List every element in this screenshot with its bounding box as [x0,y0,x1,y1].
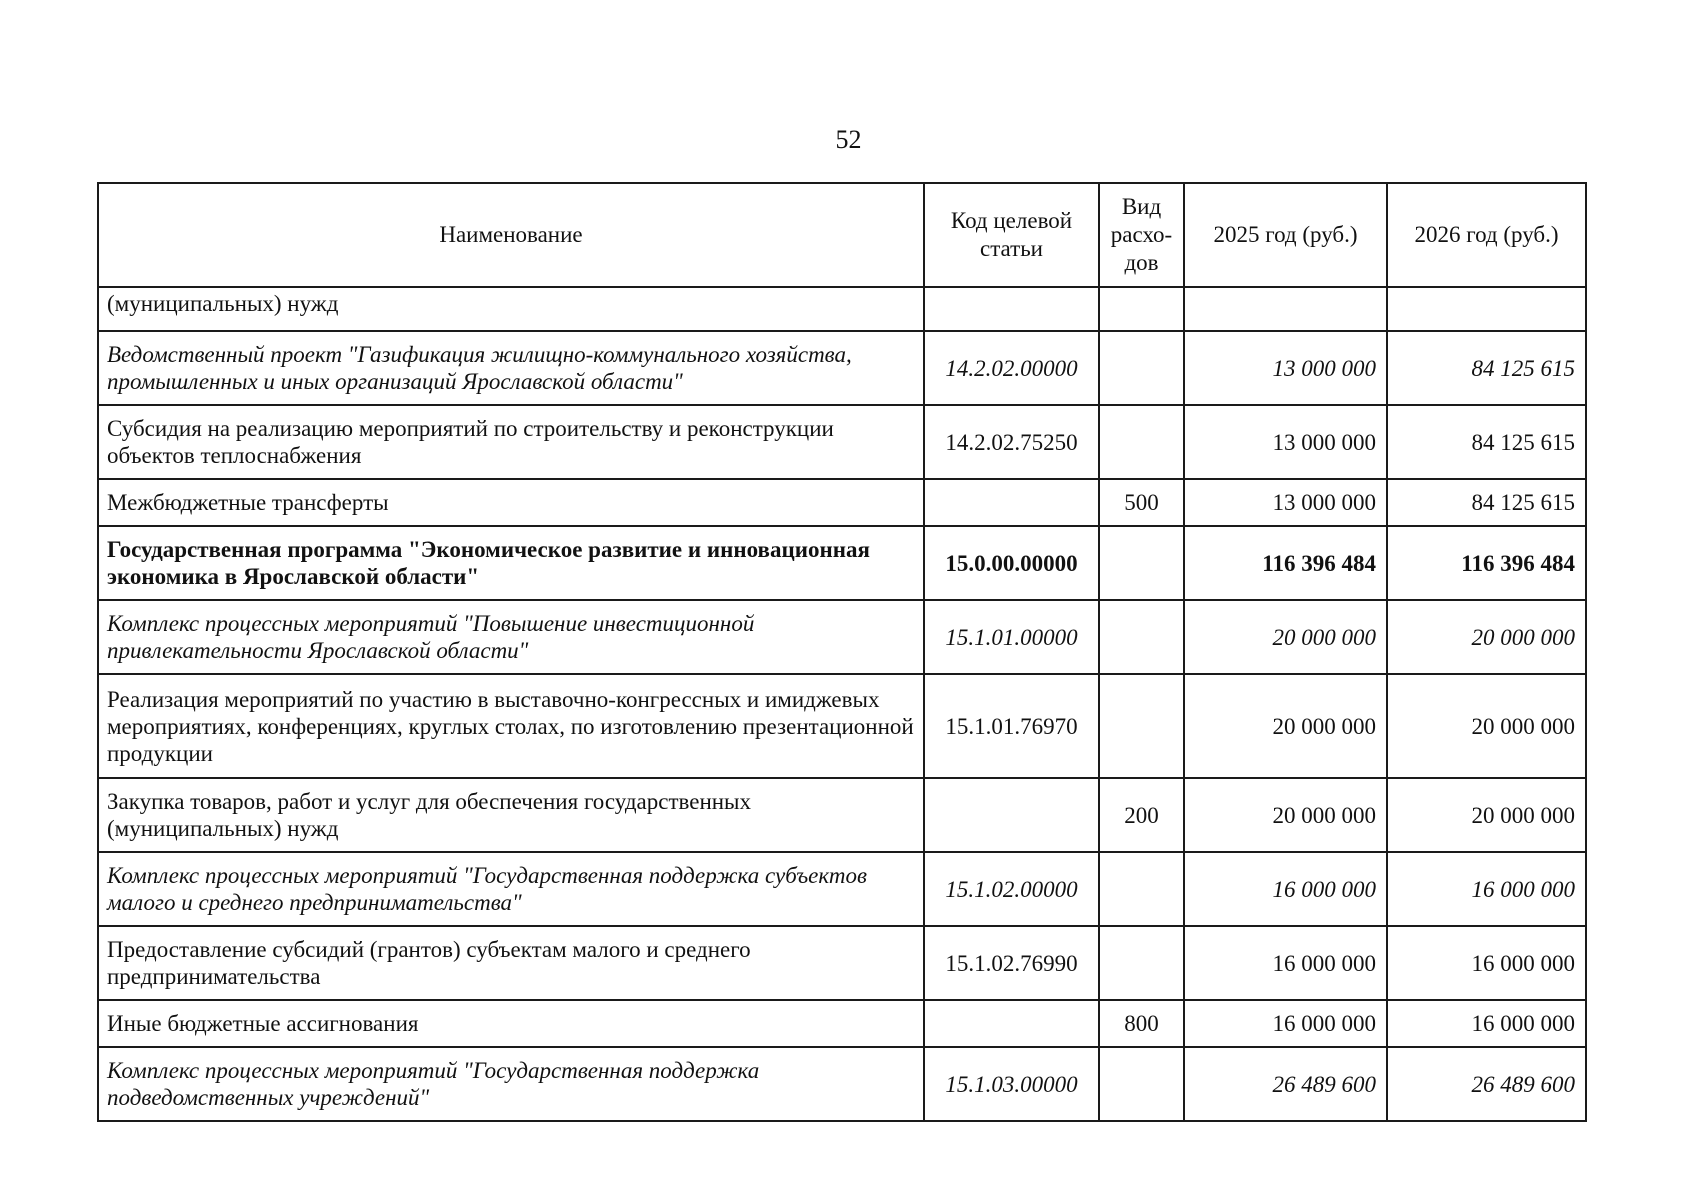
header-2025: 2025 год (руб.) [1184,183,1387,287]
header-type: Вид расхо-дов [1099,183,1184,287]
row-2026: 84 125 615 [1387,405,1586,479]
row-2026: 20 000 000 [1387,778,1586,852]
row-code: 15.1.02.00000 [924,852,1099,926]
row-type [1099,926,1184,1000]
row-2026 [1387,287,1586,331]
table-row [98,405,1586,479]
table-row [98,1047,1586,1121]
row-2025: 26 489 600 [1184,1047,1387,1121]
row-code [924,287,1099,331]
page-number: 52 [835,125,862,154]
row-type: 500 [1099,479,1184,526]
row-2026: 20 000 000 [1387,674,1586,778]
row-2026: 84 125 615 [1387,331,1586,405]
row-2026: 26 489 600 [1387,1047,1586,1121]
row-2025: 20 000 000 [1184,600,1387,674]
row-type [1099,852,1184,926]
row-2026: 20 000 000 [1387,600,1586,674]
row-type [1099,526,1184,600]
row-code [924,1000,1099,1047]
row-2025: 13 000 000 [1184,479,1387,526]
row-2026: 84 125 615 [1387,479,1586,526]
row-name: Реализация мероприятий по участию в выставочно-конгрессных и имиджевых мероприятиях, конференциях, круглых столах, по изготовлению презентационной продукции [98,674,924,778]
row-name: Комплекс процессных мероприятий "Государственная поддержка субъектов малого и среднего предпринимательства" [98,852,924,926]
row-name: Предоставление субсидий (грантов) субъектам малого и среднего предпринимательства [98,926,924,1000]
row-code [924,479,1099,526]
row-code: 15.1.01.76970 [924,674,1099,778]
row-name: Государственная программа "Экономическое развитие и инновационная экономика в Ярославской области" [98,526,924,600]
row-2025: 16 000 000 [1184,1000,1387,1047]
row-2025: 13 000 000 [1184,405,1387,479]
table-row [98,600,1586,674]
row-2025: 20 000 000 [1184,674,1387,778]
table-row [98,852,1586,926]
row-type [1099,674,1184,778]
row-code: 15.1.02.76990 [924,926,1099,1000]
table-row [98,1000,1586,1047]
header-name: Наименование [98,183,924,287]
row-code: 15.0.00.00000 [924,526,1099,600]
row-name: (муниципальных) нужд [98,287,924,331]
table-header-row [98,183,1586,287]
row-2025 [1184,287,1387,331]
row-2025: 116 396 484 [1184,526,1387,600]
row-code: 14.2.02.75250 [924,405,1099,479]
table-row [98,926,1586,1000]
header-code: Код целевой статьи [924,183,1099,287]
row-name: Межбюджетные трансферты [98,479,924,526]
table-row [98,674,1586,778]
row-name: Комплекс процессных мероприятий "Государственная поддержка подведомственных учреждений" [98,1047,924,1121]
table-row [98,526,1586,600]
table-row [98,331,1586,405]
row-name: Ведомственный проект "Газификация жилищно-коммунального хозяйства, промышленных и иных организаций Ярославской области" [98,331,924,405]
row-2026: 16 000 000 [1387,852,1586,926]
row-2026: 16 000 000 [1387,1000,1586,1047]
table-row [98,778,1586,852]
row-type [1099,287,1184,331]
row-type [1099,405,1184,479]
row-2025: 16 000 000 [1184,852,1387,926]
row-type [1099,1047,1184,1121]
row-code: 15.1.01.00000 [924,600,1099,674]
row-2025: 13 000 000 [1184,331,1387,405]
row-name: Закупка товаров, работ и услуг для обеспечения государственных (муниципальных) нужд [98,778,924,852]
row-code [924,778,1099,852]
header-2026: 2026 год (руб.) [1387,183,1586,287]
row-code: 15.1.03.00000 [924,1047,1099,1121]
row-name: Субсидия на реализацию мероприятий по строительству и реконструкции объектов теплоснабжения [98,405,924,479]
table-row [98,287,1586,331]
row-type [1099,331,1184,405]
row-2026: 116 396 484 [1387,526,1586,600]
table-row [98,479,1586,526]
row-name: Иные бюджетные ассигнования [98,1000,924,1047]
row-type: 800 [1099,1000,1184,1047]
row-2025: 16 000 000 [1184,926,1387,1000]
row-2025: 20 000 000 [1184,778,1387,852]
row-name: Комплекс процессных мероприятий "Повышение инвестиционной привлекательности Ярославской области" [98,600,924,674]
row-2026: 16 000 000 [1387,926,1586,1000]
budget-table [97,182,1587,1122]
row-code: 14.2.02.00000 [924,331,1099,405]
row-type: 200 [1099,778,1184,852]
row-type [1099,600,1184,674]
